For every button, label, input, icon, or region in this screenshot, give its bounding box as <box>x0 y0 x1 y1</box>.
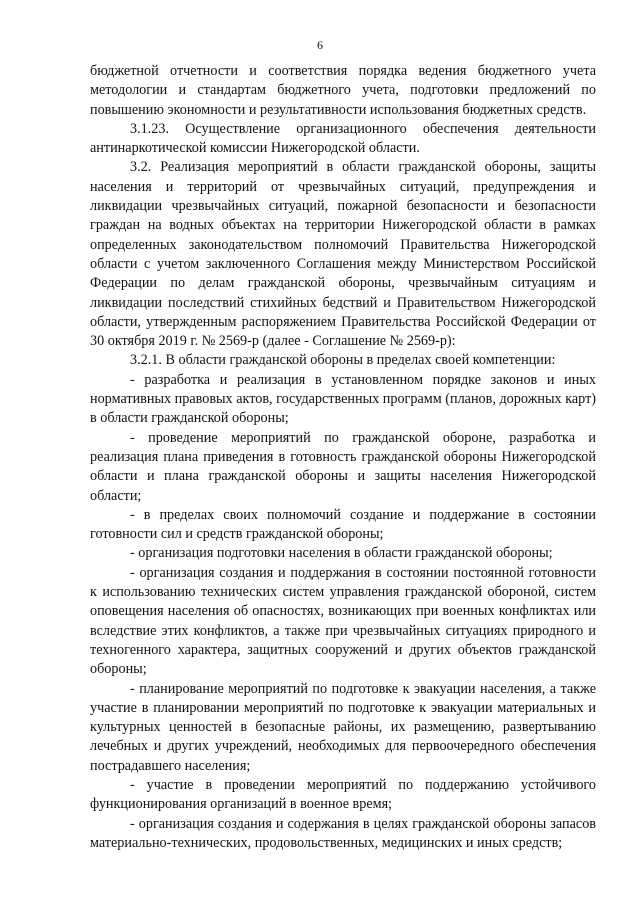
list-item: - организация подготовки населения в области гражданской обороны; <box>130 545 553 562</box>
list-item: - организация создания и поддержания в состоянии постоянной готовности к использованию технических систем управления гражданской обороной, систем оповещения населения об опасностях, возникающих при военных конфликтах или вследствие этих конфликтов, а также при чрезвычайных ситуациях природного и техногенного характера, защитных сооружений и других объектов гражданской обороны; <box>90 564 596 678</box>
paragraph: бюджетной отчетности и соответствия порядка ведения бюджетного учета методологии и стандартам бюджетного учета, подготовки предложений по повышению экономности и результативности использования бюджетных средств. <box>90 63 596 118</box>
paragraph: 3.2. Реализация мероприятий в области гражданской обороны, защиты населения и территорий от чрезвычайных ситуаций, предупреждения и ликвидации чрезвычайных ситуаций, пожарной безопасности и безопасности граждан на водных объектах на территории Нижегородской области в рамках определенных законодательством полномочий Правительства Нижегородской области с учетом заключенного Соглашения между Министерством Российской Федерации по делам гражданской обороны, чрезвычайным ситуациям и ликвидации последствий стихийных бедствий и Правительством Нижегородской области, утвержденным распоряжением Правительства Российской Федерации от 30 октября 2019 г. № 2569-р (далее - Соглашение № 2569-р): <box>90 159 596 350</box>
page-number: 6 <box>317 38 323 52</box>
paragraph: 3.1.23. Осуществление организационного обеспечения деятельности антинаркотической комиссии Нижегородской области. <box>90 120 596 157</box>
list-item: - разработка и реализация в установленном порядке законов и иных нормативных правовых актов, государственных программ (планов, дорожных карт) в области гражданской обороны; <box>90 371 596 427</box>
list-item: - в пределах своих полномочий создание и поддержание в состоянии готовности сил и средств гражданской обороны; <box>90 506 596 543</box>
list-item: - организация создания и содержания в целях гражданской обороны запасов материально-технических, продовольственных, медицинских и иных средств; <box>90 815 596 851</box>
document-body <box>90 62 596 853</box>
paragraph: 3.2.1. В области гражданской обороны в пределах своей компетенции: <box>130 352 556 369</box>
list-item: - проведение мероприятий по гражданской обороне, разработка и реализация плана приведения в готовность гражданской обороны Нижегородской области и плана гражданской обороны и защиты населения Нижегородской области; <box>90 429 596 504</box>
list-item: - планирование мероприятий по подготовке к эвакуации населения, а также участие в планировании мероприятий по подготовке к эвакуации материальных и культурных ценностей в безопасные районы, их размещению, развертыванию лечебных и других учреждений, необходимых для первоочередного обеспечения пострадавшего населения; <box>90 680 596 774</box>
list-item: - участие в проведении мероприятий по поддержанию устойчивого функционирования организаций в военное время; <box>90 776 596 813</box>
